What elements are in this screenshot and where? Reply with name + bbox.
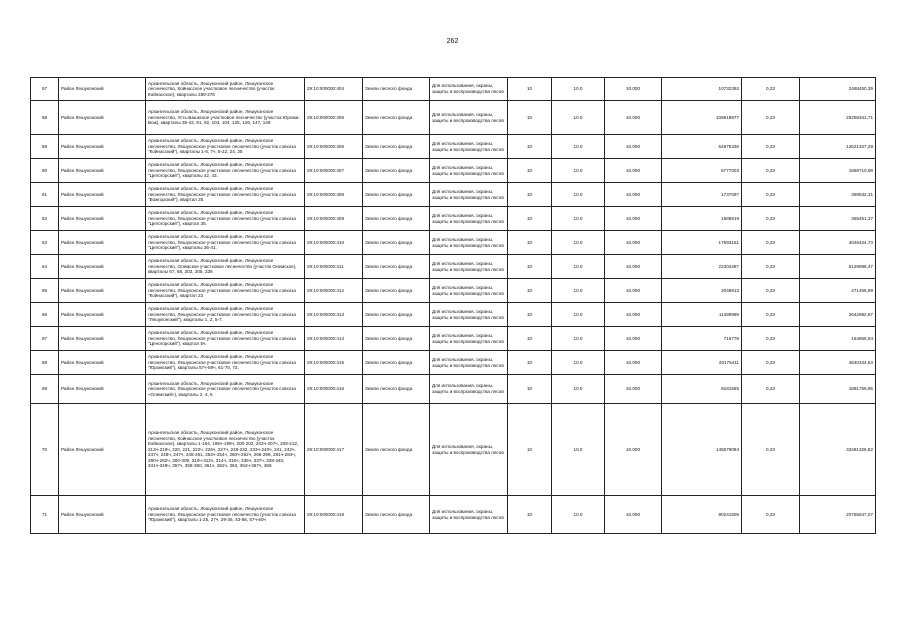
value-cell: 10.000 — [605, 255, 662, 279]
value-cell: 10 — [508, 496, 552, 534]
permitted-use-cell: Для использования, охраны, защиты и воспроизводства лесов — [430, 327, 508, 351]
table-row — [31, 255, 876, 279]
amount-cell: 12621327,28 — [800, 135, 876, 159]
cadastral-number-cell: 29:10:000000:408 — [305, 183, 363, 207]
value-cell: 10.000 — [605, 231, 662, 255]
table-row — [31, 279, 876, 303]
address-cell: Архангельская область, Лешуконский район, Лешуконское лесничество, Лешуконское участковое лесничество (участок совхоза "Койнасский"), кварталы 1-6, 7ч, 8-22, 24, 25 — [146, 135, 305, 159]
rate-cell: 0,23 — [742, 279, 800, 303]
rate-cell: 0,23 — [742, 255, 800, 279]
district-cell: Район Лешуконский — [59, 404, 146, 496]
rate-cell: 0,23 — [742, 496, 800, 534]
permitted-use-cell: Для использования, охраны, защиты и воспроизводства лесов — [430, 279, 508, 303]
permitted-use-cell: Для использования, охраны, защиты и воспроизводства лесов — [430, 404, 508, 496]
amount-cell: 399532,31 — [800, 183, 876, 207]
value-cell: 10 — [508, 303, 552, 327]
amount-cell: 25258341,71 — [800, 101, 876, 135]
area-cell: 10732393 — [662, 78, 742, 101]
row-number: 62 — [31, 207, 59, 231]
rate-cell: 0,23 — [742, 135, 800, 159]
land-category-cell: Земли лесного фонда — [363, 496, 430, 534]
row-number: 58 — [31, 101, 59, 135]
value-cell: 10 — [508, 279, 552, 303]
district-cell: Район Лешуконский — [59, 231, 146, 255]
amount-cell: 33481326,82 — [800, 404, 876, 496]
permitted-use-cell: Для использования, охраны, защиты и воспроизводства лесов — [430, 351, 508, 375]
land-category-cell: Земли лесного фонда — [363, 135, 430, 159]
rate-cell: 0,23 — [742, 327, 800, 351]
land-category-cell: Земли лесного фонда — [363, 159, 430, 183]
rate-cell: 0,23 — [742, 375, 800, 404]
cadastral-number-cell: 29:10:000000:409 — [305, 207, 363, 231]
value-cell: 10 — [508, 255, 552, 279]
cadastral-number-cell: 29:10:000000:410 — [305, 231, 363, 255]
area-cell: 6777003 — [662, 159, 742, 183]
land-category-cell: Земли лесного фонда — [363, 351, 430, 375]
value-cell: 10.000 — [605, 496, 662, 534]
table-row — [31, 207, 876, 231]
cadastral-number-cell: 29:10:000000:414 — [305, 327, 363, 351]
area-cell: 1737097 — [662, 183, 742, 207]
rate-cell: 0,23 — [742, 351, 800, 375]
row-number: 70 — [31, 404, 59, 496]
permitted-use-cell: Для использования, охраны, защиты и воспроизводства лесов — [430, 135, 508, 159]
value-cell: 10.0 — [552, 279, 605, 303]
table-row — [31, 135, 876, 159]
area-cell: 145579084 — [662, 404, 742, 496]
land-category-cell: Земли лесного фонда — [363, 375, 430, 404]
value-cell: 10.000 — [605, 327, 662, 351]
row-number: 66 — [31, 303, 59, 327]
page-number: 262 — [446, 38, 459, 45]
row-number: 59 — [31, 135, 59, 159]
area-cell: 11489969 — [662, 303, 742, 327]
value-cell: 10 — [508, 351, 552, 375]
cadastral-number-cell: 29:10:000000:406 — [305, 135, 363, 159]
value-cell: 10.0 — [552, 101, 605, 135]
amount-cell: 1881759,95 — [800, 375, 876, 404]
address-cell: Архангельская область, Лешуконский район, Лешуконское лесничество, Лешуконское участковое лесничество (участок совхоза "Юромский"), кварталы 57ч-59ч, 61-70, 73. — [146, 351, 305, 375]
rate-cell: 0,23 — [742, 404, 800, 496]
rate-cell: 0,23 — [742, 101, 800, 135]
district-cell: Район Лешуконский — [59, 327, 146, 351]
value-cell: 10 — [508, 135, 552, 159]
land-category-cell: Земли лесного фонда — [363, 207, 430, 231]
row-number: 57 — [31, 78, 59, 101]
table-row — [31, 231, 876, 255]
amount-cell: 2642692,87 — [800, 303, 876, 327]
land-category-cell: Земли лесного фонда — [363, 404, 430, 496]
address-cell: Архангельская область, Лешуконский район, Лешуконское лесничество, Усть-Вашкское участковое лесничество (участок Юрома-Вож), кварталы 39-42, 91, 92, 103, 104, 125, 126, 147, 148 — [146, 101, 305, 135]
permitted-use-cell: Для использования, охраны, защиты и воспроизводства лесов — [430, 183, 508, 207]
area-cell: 22304287 — [662, 255, 742, 279]
rate-cell: 0,23 — [742, 207, 800, 231]
cadastral-number-cell: 29:10:000000:405 — [305, 101, 363, 135]
value-cell: 10.000 — [605, 303, 662, 327]
area-cell: 2049813 — [662, 279, 742, 303]
row-number: 63 — [31, 231, 59, 255]
row-number: 60 — [31, 159, 59, 183]
district-cell: Район Лешуконский — [59, 159, 146, 183]
cadastral-number-cell: 29:10:000000:413 — [305, 303, 363, 327]
address-cell: Архангельская область, Лешуконский район, Лешуконское лесничество, Лешуконское участковое лесничество (участок совхоза "Целогорский"), кварталы 36-41. — [146, 231, 305, 255]
cadastral-number-cell: 29:10:000000:404 — [305, 78, 363, 101]
land-registry-table — [30, 77, 876, 534]
area-cell: 20175411 — [662, 351, 742, 375]
row-number: 69 — [31, 375, 59, 404]
permitted-use-cell: Для использования, охраны, защиты и воспроизводства лесов — [430, 101, 508, 135]
value-cell: 10.000 — [605, 375, 662, 404]
district-cell: Район Лешуконский — [59, 496, 146, 534]
value-cell: 10.000 — [605, 404, 662, 496]
table-row — [31, 303, 876, 327]
district-cell: Район Лешуконский — [59, 135, 146, 159]
address-cell: Архангельская область, Лешуконский район, Лешуконское лесничество, Койнасское участковое лесничество (участок Койнасское), кварталы 289-276 — [146, 78, 305, 101]
value-cell: 10.000 — [605, 183, 662, 207]
area-cell: 109818877 — [662, 101, 742, 135]
amount-cell: 5129986,47 — [800, 255, 876, 279]
address-cell: Архангельская область, Лешуконский район, Лешуконское лесничество, Лешуконское участковое лесничество (участок совхоза "Целогорский"), кварталы 42, 43. — [146, 159, 305, 183]
permitted-use-cell: Для использования, охраны, защиты и воспроизводства лесов — [430, 207, 508, 231]
permitted-use-cell: Для использования, охраны, защиты и воспроизводства лесов — [430, 303, 508, 327]
district-cell: Район Лешуконский — [59, 183, 146, 207]
amount-cell: 2468450,39 — [800, 78, 876, 101]
rate-cell: 0,23 — [742, 78, 800, 101]
value-cell: 10.0 — [552, 351, 605, 375]
value-cell: 10 — [508, 159, 552, 183]
district-cell: Район Лешуконский — [59, 101, 146, 135]
district-cell: Район Лешуконский — [59, 78, 146, 101]
address-cell: Архангельская область, Лешуконский район, Лешуконское лесничество, Лешуконское участковое лесничество (участок совхоза «Олемский»), кварталы 2, 4, 5 — [146, 375, 305, 404]
district-cell: Район Лешуконский — [59, 207, 146, 231]
land-category-cell: Земли лесного фонда — [363, 78, 430, 101]
value-cell: 10.000 — [605, 279, 662, 303]
value-cell: 10 — [508, 404, 552, 496]
value-cell: 10.0 — [552, 78, 605, 101]
address-cell: Архангельская область, Лешуконский район, Лешуконское лесничество, Лешуконское участковое лесничество (участок совхоза "Целогорский"), квартал 35. — [146, 207, 305, 231]
value-cell: 10.000 — [605, 351, 662, 375]
value-cell: 10.0 — [552, 255, 605, 279]
table-row — [31, 78, 876, 101]
amount-cell: 365451,37 — [800, 207, 876, 231]
value-cell: 10 — [508, 101, 552, 135]
value-cell: 10 — [508, 375, 552, 404]
value-cell: 10 — [508, 207, 552, 231]
area-cell: 8181565 — [662, 375, 742, 404]
cadastral-number-cell: 29:10:000000:411 — [305, 255, 363, 279]
value-cell: 10 — [508, 78, 552, 101]
value-cell: 10.0 — [552, 207, 605, 231]
table-row — [31, 351, 876, 375]
table-row — [31, 496, 876, 534]
address-cell: Архангельская область, Лешуконский район, Лешуконское лесничество, Олемское участковое лесничество (участок Олемское), кварталы 67, 68, 203, 205, 336 — [146, 255, 305, 279]
value-cell: 10.0 — [552, 404, 605, 496]
value-cell: 10.000 — [605, 135, 662, 159]
district-cell: Район Лешуконский — [59, 351, 146, 375]
land-category-cell: Земли лесного фонда — [363, 183, 430, 207]
value-cell: 10.000 — [605, 101, 662, 135]
value-cell: 10 — [508, 231, 552, 255]
district-cell: Район Лешуконский — [59, 279, 146, 303]
table-row — [31, 159, 876, 183]
area-cell: 90241509 — [662, 496, 742, 534]
amount-cell: 1558710,69 — [800, 159, 876, 183]
land-category-cell: Земли лесного фонда — [363, 255, 430, 279]
address-cell: Архангельская область, Лешуконский район, Лешуконское лесничество, Лешуконское участковое лесничество (участок совхоза "Койнасский"), квартал 23 — [146, 279, 305, 303]
land-category-cell: Земли лесного фонда — [363, 303, 430, 327]
value-cell: 10 — [508, 327, 552, 351]
rate-cell: 0,23 — [742, 159, 800, 183]
value-cell: 10.0 — [552, 375, 605, 404]
row-number: 61 — [31, 183, 59, 207]
amount-cell: 164858,94 — [800, 327, 876, 351]
district-cell: Район Лешуконский — [59, 303, 146, 327]
table-row — [31, 101, 876, 135]
area-cell: 54875336 — [662, 135, 742, 159]
table-body — [31, 78, 876, 534]
rate-cell: 0,23 — [742, 231, 800, 255]
value-cell: 10.0 — [552, 183, 605, 207]
table-row — [31, 404, 876, 496]
land-category-cell: Земли лесного фонда — [363, 327, 430, 351]
permitted-use-cell: Для использования, охраны, защиты и воспроизводства лесов — [430, 78, 508, 101]
value-cell: 10.0 — [552, 303, 605, 327]
permitted-use-cell: Для использования, охраны, защиты и воспроизводства лесов — [430, 255, 508, 279]
area-cell: 17593151 — [662, 231, 742, 255]
address-cell: Архангельская область, Лешуконский район, Лешуконское лесничество, Койнасское участковое лесничество (участок Койнасское), кварталы 1-194, 195ч-199ч, 200-202, 203ч-207ч, 208-212, 213ч-219ч, 220, 221, 222ч, 226ч, 227ч, 228-232, 233ч-240ч, 241, 242ч, 247ч, 248ч, 247ч, 248-251, 252ч-254ч, 260ч-262ч, 266-299, 281ч-284ч, 290ч-292ч, 300-309, 310ч-312ч, 314ч, 316ч, 335ч, 337ч, 338-340, 341ч-348ч, 357ч, 358-360, 361ч, 362ч, 363, 364ч-367ч, 368 — [146, 404, 305, 496]
land-category-cell: Земли лесного фонда — [363, 231, 430, 255]
cadastral-number-cell: 29:10:000000:418 — [305, 496, 363, 534]
area-cell: 1588919 — [662, 207, 742, 231]
cadastral-number-cell: 29:10:000000:415 — [305, 351, 363, 375]
value-cell: 10.000 — [605, 78, 662, 101]
cadastral-number-cell: 29:10:000000:417 — [305, 404, 363, 496]
amount-cell: 4640344,53 — [800, 351, 876, 375]
row-number: 67 — [31, 327, 59, 351]
address-cell: Архангельская область, Лешуконский район, Лешуконское лесничество, Лешуконское участковое лесничество (участок совхоза "Лешуконский"), кварталы 1, 2, 5-7. — [146, 303, 305, 327]
cadastral-number-cell: 29:10:000000:412 — [305, 279, 363, 303]
rate-cell: 0,23 — [742, 183, 800, 207]
amount-cell: 20755547,07 — [800, 496, 876, 534]
land-category-cell: Земли лесного фонда — [363, 279, 430, 303]
table-row — [31, 327, 876, 351]
area-cell: 716778 — [662, 327, 742, 351]
cadastral-number-cell: 29:10:000000:407 — [305, 159, 363, 183]
table-row — [31, 375, 876, 404]
amount-cell: 471456,99 — [800, 279, 876, 303]
value-cell: 10.0 — [552, 496, 605, 534]
district-cell: Район Лешуконский — [59, 255, 146, 279]
district-cell: Район Лешуконский — [59, 375, 146, 404]
cadastral-number-cell: 29:10:000000:416 — [305, 375, 363, 404]
row-number: 68 — [31, 351, 59, 375]
permitted-use-cell: Для использования, охраны, защиты и воспроизводства лесов — [430, 159, 508, 183]
land-category-cell: Земли лесного фонда — [363, 101, 430, 135]
value-cell: 10 — [508, 183, 552, 207]
address-cell: Архангельская область, Лешуконский район, Лешуконское лесничество, Лешуконское участковое лесничество (участок совхоза "Юромский"), кварталы 1-25, 27ч, 29-36, 43-56, 57ч-60ч — [146, 496, 305, 534]
row-number: 65 — [31, 279, 59, 303]
address-cell: Архангельская область, Лешуконский район, Лешуконское лесничество, Лешуконское участковое лесничество (участок совхоза "Ценогорский"), квартал 5ч. — [146, 327, 305, 351]
permitted-use-cell: Для использования, охраны, защиты и воспроизводства лесов — [430, 496, 508, 534]
permitted-use-cell: Для использования, охраны, защиты и воспроизводства лесов — [430, 375, 508, 404]
value-cell: 10.0 — [552, 159, 605, 183]
address-cell: Архангельская область, Лешуконский район, Лешуконское лесничество, Лешуконское участковое лесничество (участок совхоза "Вожгорский"), квартал 25. — [146, 183, 305, 207]
value-cell: 10.0 — [552, 231, 605, 255]
value-cell: 10.000 — [605, 159, 662, 183]
row-number: 64 — [31, 255, 59, 279]
value-cell: 10.0 — [552, 327, 605, 351]
value-cell: 10.000 — [605, 207, 662, 231]
row-number: 71 — [31, 496, 59, 534]
amount-cell: 4046424,73 — [800, 231, 876, 255]
permitted-use-cell: Для использования, охраны, защиты и воспроизводства лесов — [430, 231, 508, 255]
rate-cell: 0,23 — [742, 303, 800, 327]
table-row — [31, 183, 876, 207]
value-cell: 10.0 — [552, 135, 605, 159]
